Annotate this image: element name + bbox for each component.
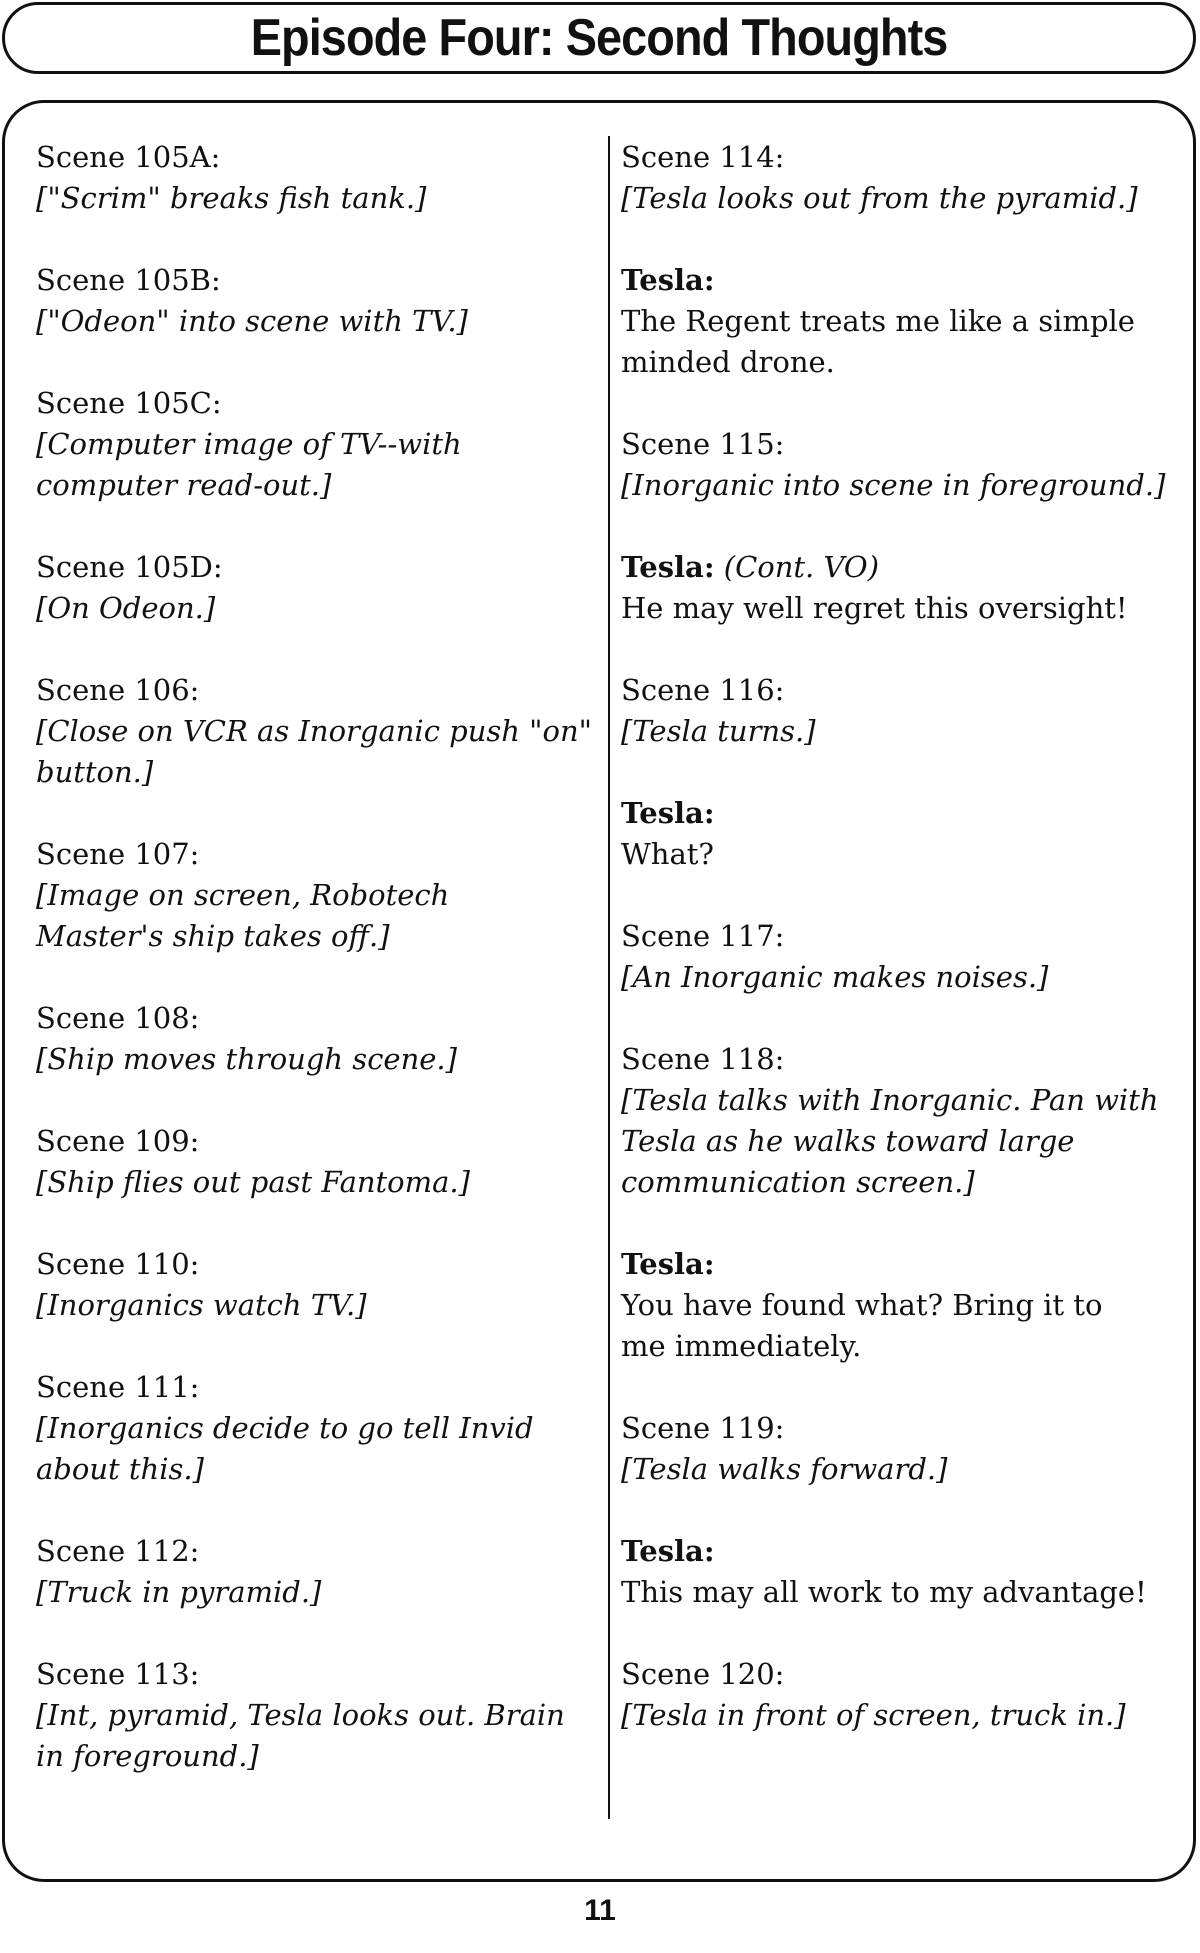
scene-heading: Scene 108: bbox=[36, 1001, 200, 1035]
scene-entry bbox=[36, 834, 596, 957]
scene-heading: Scene 107: bbox=[36, 837, 200, 871]
scene-heading: Scene 110: bbox=[36, 1247, 200, 1281]
dialogue-line: He may well regret this oversight! bbox=[621, 591, 1128, 625]
scene-entry bbox=[36, 1244, 596, 1326]
scene-heading: Scene 105A: bbox=[36, 140, 221, 174]
scene-heading: Scene 119: bbox=[621, 1411, 785, 1445]
dialogue-entry bbox=[621, 547, 1181, 629]
scene-heading: Scene 105C: bbox=[36, 386, 222, 420]
scene-entry bbox=[621, 1039, 1181, 1203]
stage-direction: [Tesla in front of screen, truck in.] bbox=[621, 1698, 1126, 1732]
stage-direction: [Close on VCR as Inorganic push "on" button.] bbox=[36, 714, 592, 789]
scene-heading: Scene 109: bbox=[36, 1124, 200, 1158]
scene-entry bbox=[36, 1531, 596, 1613]
stage-direction: [Tesla looks out from the pyramid.] bbox=[621, 181, 1138, 215]
stage-direction: [Inorganics watch TV.] bbox=[36, 1288, 367, 1322]
scene-entry bbox=[36, 1654, 596, 1777]
page-title: Episode Four: Second Thoughts bbox=[250, 9, 948, 67]
stage-direction: [An Inorganic makes noises.] bbox=[621, 960, 1049, 994]
stage-direction: [On Odeon.] bbox=[36, 591, 216, 625]
dialogue-line: You have found what? Bring it to me immediately. bbox=[621, 1288, 1103, 1363]
scene-entry bbox=[36, 670, 596, 793]
page-number: 11 bbox=[584, 1894, 616, 1927]
speaker-name: Tesla: bbox=[621, 796, 715, 830]
stage-direction: [Ship moves through scene.] bbox=[36, 1042, 457, 1076]
scene-entry bbox=[621, 1654, 1181, 1736]
scene-heading: Scene 113: bbox=[36, 1657, 200, 1691]
scene-heading: Scene 105B: bbox=[36, 263, 221, 297]
scene-heading: Scene 118: bbox=[621, 1042, 785, 1076]
dialogue-entry bbox=[621, 793, 1181, 875]
stage-direction: [Tesla talks with Inorganic. Pan with Tesla as he walks toward large communication screen.] bbox=[621, 1083, 1159, 1199]
scene-entry bbox=[36, 1367, 596, 1490]
scene-heading: Scene 117: bbox=[621, 919, 785, 953]
dialogue-entry bbox=[621, 1531, 1181, 1613]
scene-entry bbox=[621, 424, 1181, 506]
scene-heading: Scene 116: bbox=[621, 673, 785, 707]
stage-direction: [Truck in pyramid.] bbox=[36, 1575, 322, 1609]
scene-heading: Scene 112: bbox=[36, 1534, 200, 1568]
scene-heading: Scene 111: bbox=[36, 1370, 200, 1404]
speaker-name: Tesla: bbox=[621, 263, 715, 297]
scene-heading: Scene 120: bbox=[621, 1657, 785, 1691]
scene-entry bbox=[621, 916, 1181, 998]
scene-heading: Scene 105D: bbox=[36, 550, 223, 584]
dialogue-line: The Regent treats me like a simple minded drone. bbox=[621, 304, 1135, 379]
scene-entry bbox=[621, 670, 1181, 752]
scene-entry bbox=[36, 260, 596, 342]
dialogue-line: This may all work to my advantage! bbox=[621, 1575, 1147, 1609]
stage-direction: [Image on screen, Robotech Master's ship takes off.] bbox=[36, 878, 450, 953]
scene-entry bbox=[36, 383, 596, 506]
speaker-name: Tesla: bbox=[621, 550, 715, 584]
voice-over-note: (Cont. VO) bbox=[723, 550, 880, 584]
right-column bbox=[621, 137, 1181, 1777]
scene-heading: Scene 114: bbox=[621, 140, 785, 174]
scene-heading: Scene 115: bbox=[621, 427, 785, 461]
stage-direction: [Ship flies out past Fantoma.] bbox=[36, 1165, 470, 1199]
episode-title-banner bbox=[2, 2, 1196, 74]
stage-direction: [Inorganic into scene in foreground.] bbox=[621, 468, 1166, 502]
left-column bbox=[36, 137, 596, 1818]
speaker-name: Tesla: bbox=[621, 1534, 715, 1568]
speaker-name: Tesla: bbox=[621, 1247, 715, 1281]
column-divider bbox=[608, 136, 610, 1819]
stage-direction: [Tesla walks forward.] bbox=[621, 1452, 948, 1486]
dialogue-entry bbox=[621, 260, 1181, 383]
scene-entry bbox=[36, 137, 596, 219]
scene-heading: Scene 106: bbox=[36, 673, 200, 707]
stage-direction: [Computer image of TV--with computer read-out.] bbox=[36, 427, 462, 502]
scene-entry bbox=[621, 137, 1181, 219]
dialogue-line: What? bbox=[621, 837, 714, 871]
scene-entry bbox=[36, 998, 596, 1080]
stage-direction: ["Odeon" into scene with TV.] bbox=[36, 304, 468, 338]
stage-direction: ["Scrim" breaks fish tank.] bbox=[36, 181, 427, 215]
stage-direction: [Int, pyramid, Tesla looks out. Brain in foreground.] bbox=[36, 1698, 565, 1773]
scene-entry bbox=[36, 1121, 596, 1203]
dialogue-entry bbox=[621, 1244, 1181, 1367]
scene-entry bbox=[621, 1408, 1181, 1490]
stage-direction: [Tesla turns.] bbox=[621, 714, 816, 748]
stage-direction: [Inorganics decide to go tell Invid about this.] bbox=[36, 1411, 534, 1486]
scene-entry bbox=[36, 547, 596, 629]
